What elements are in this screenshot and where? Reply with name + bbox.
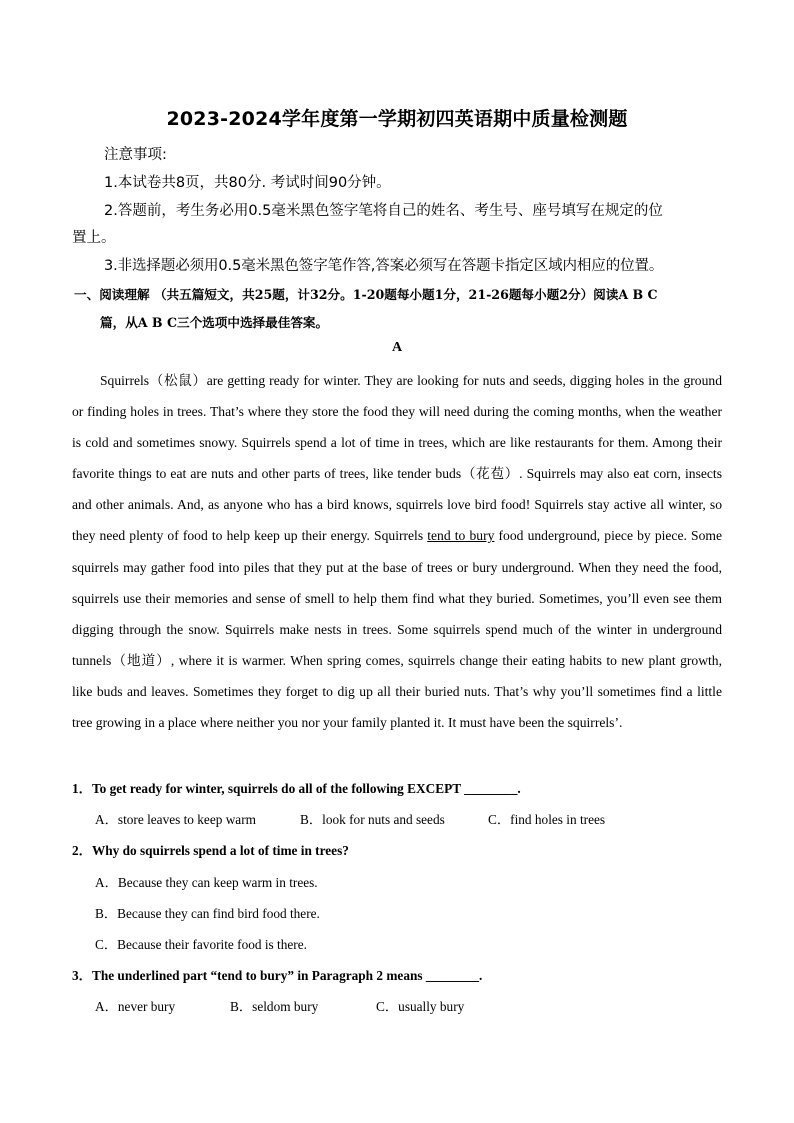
section-instructions xyxy=(74,281,730,337)
question-1-option-c: C．find holes in trees xyxy=(488,812,606,827)
notes-item-2-line-1: 2.答题前，考生务必用0.5毫米黑色签字笔将自己的姓名、考生号、座号填写在规定的位 xyxy=(104,203,663,219)
section-instructions-line-2: 篇，从A B C三个选项中选择最佳答案。 xyxy=(100,315,329,330)
passage-text-part-2: food underground, piece by piece. Some squirrels may gather food into piles that they put at the base of trees or bury underground. When they need the food, squirrels use their memories and sense of smell to help them find what they buried. Sometimes, you’ll even see them digging through the snow. Squirrels make nests in trees. Some squirrels spend much of the winter in underground tunnels（地道）, where it is warmer. When spring comes, squirrels change their eating habits to new plant growth, like buds and leaves. Sometimes they forget to dig up all their buried nuts. That’s why you’ll sometimes find a little tree growing in a place where neither you nor your family planted it. It must have been the squirrels’. xyxy=(72,528,722,731)
question-2-option-b: B．Because they can find bird food there. xyxy=(95,906,320,921)
question-3-stem: 3．The underlined part “tend to bury” in Paragraph 2 means ________. xyxy=(72,968,483,983)
question-1-option-a: A．store leaves to keep warm xyxy=(95,812,256,827)
question-2-option-c: C．Because their favorite food is there. xyxy=(95,937,307,952)
notes-item-2-line-2: 置上。 xyxy=(72,230,116,246)
question-3-option-b: B．seldom bury xyxy=(230,999,319,1014)
exam-title: 2023-2024学年度第一学期初四英语期中质量检测题 xyxy=(166,108,628,130)
passage-title: A xyxy=(391,340,403,355)
question-3-option-c: C．usually bury xyxy=(376,999,465,1014)
question-1-stem: 1．To get ready for winter, squirrels do all of the following EXCEPT ________. xyxy=(72,781,521,796)
question-3-option-a: A．never bury xyxy=(95,999,176,1014)
notes-heading: 注意事项: xyxy=(104,147,167,163)
question-2-option-a: A．Because they can keep warm in trees. xyxy=(95,875,318,890)
passage-text-part-1: Squirrels（松鼠）are getting ready for winter. They are looking for nuts and seeds, digging holes in the ground or finding holes in trees. That’s where they store the food they will need during the coming months, when the weather is cold and sometimes snowy. Squirrels spend a lot of time in trees, which are like restaurants for them. Among their favorite things to eat are nuts and other parts of trees, like tender buds（花苞）. Squirrels may also eat corn, insects and other animals. And, as anyone who has a bird knows, squirrels love bird food! Squirrels stay active all winter, so they need plenty of food to help keep up their energy. Squirrels xyxy=(72,373,722,544)
question-2-stem: 2．Why do squirrels spend a lot of time in trees? xyxy=(72,843,349,858)
section-instructions-line-1: 一、阅读理解 （共五篇短文，共25题，计32分。1-20题每小题1分，21-26题每小题2分）阅读A B C xyxy=(74,287,658,302)
question-1-option-b: B．look for nuts and seeds xyxy=(300,812,445,827)
notes-item-3: 3.非选择题必须用0.5毫米黑色签字笔作答,答案必须写在答题卡指定区域内相应的位置。 xyxy=(104,258,664,274)
passage-text xyxy=(72,365,722,738)
underlined-phrase: tend to bury xyxy=(427,528,495,544)
notes-item-1: 1.本试卷共8页，共80分. 考试时间90分钟。 xyxy=(104,175,391,191)
